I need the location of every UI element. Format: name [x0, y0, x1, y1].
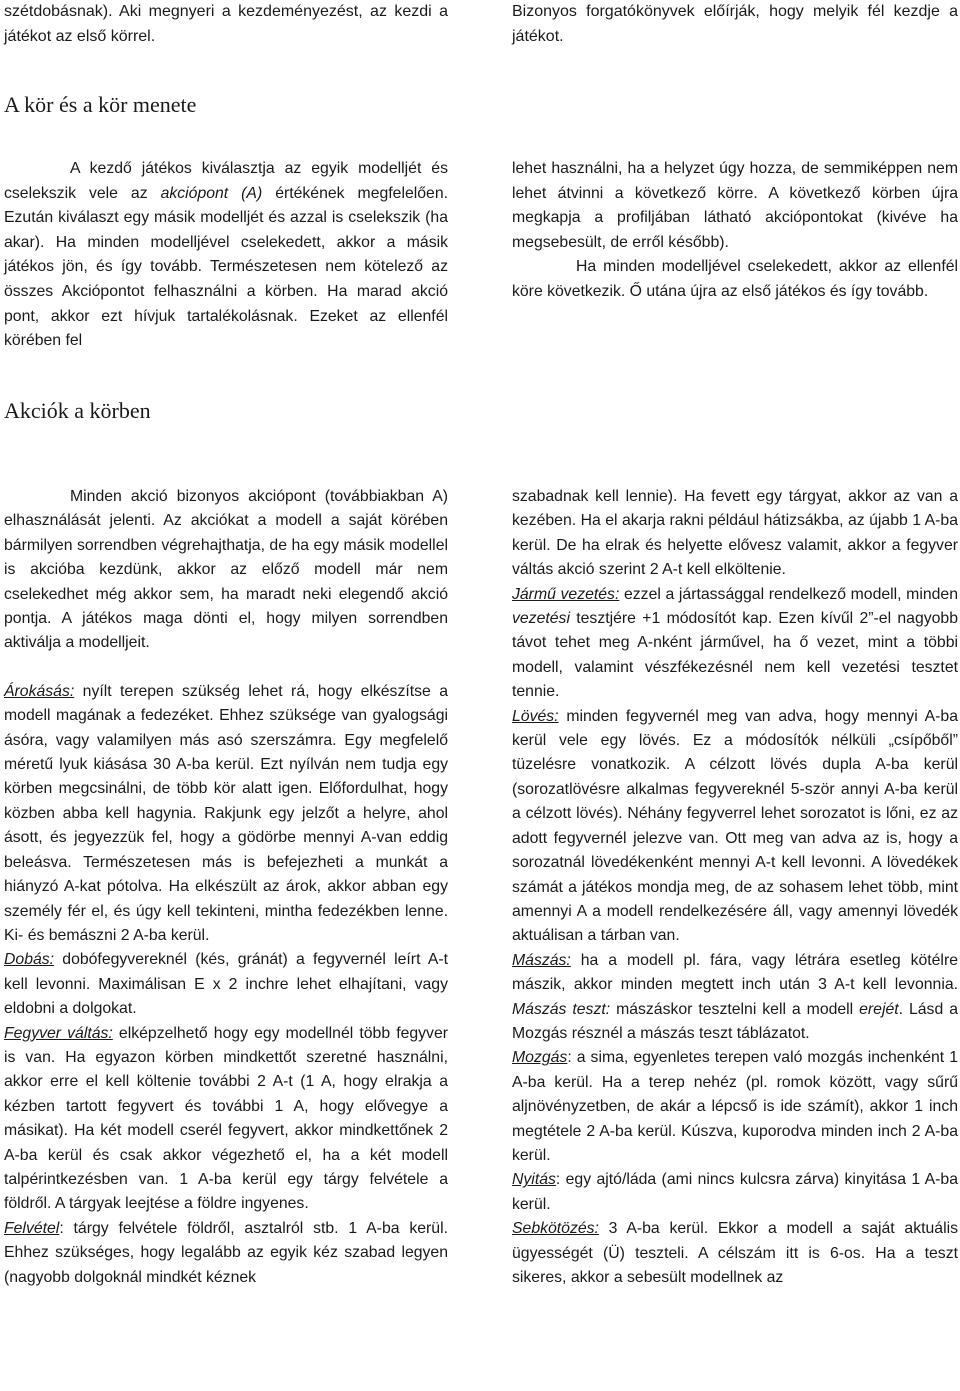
section-heading-actions: Akciók a körben [4, 398, 151, 423]
action-sebkotozes: Sebkötözés: 3 A-ba kerül. Ekkor a modell a saját aktuális ügyességét (Ü) teszteli. A célszám itt is 6-os. Ha a teszt sikeres, akkor a sebesült modellnek az [512, 1220, 958, 1286]
action-loves: Lövés: minden fegyvernél meg van adva, hogy mennyi A-ba kerül vele egy lövés. Ez a módosítók nélküli „csípőből” tüzelésre vonatkozik. A célzott lövés dupla A-ba kerül (sorozatlövésre alkalmas fegyvereknél 5-ször annyi A-ba kerül a célzott lövés). Néhány fegyverrel lehet sorozatot is lőni, ez az adott fegyvernél jelezve van. Ott meg van adva az is, hogy a sorozatnál lövedékenként mennyi A-t kell levonni. A lövedékek számát a játékos mondja meg, de az sohasem lehet több, mint amennyi A a modell rendelkezésére áll, vagy amennyi lövedék aktuálisan a tárban van. [512, 707, 958, 945]
action-mozgas: Mozgás: a sima, egyenletes terepen való mozgás inchenként 1 A-ba kerül. Ha a terep nehéz (pl. romok között, vagy sűrű aljnövényzetben, de akár a lépcső is ide számít), akkor 1 inch megtétele 2 A-ba kerül. Kúszva, kuporodva minden inch 2 A-ba kerül. [512, 1049, 958, 1164]
action-jarmu-vezetes: Jármű vezetés: ezzel a jártassággal rendelkező modell, minden vezetési tesztjére +1 módosítót kap. Ezen kívűl 2”-el nagyobb távot tehet meg A-nként járművel, ha ő vezet, mint a többi modell, valamint vészfékezésnél nem kell vezetési tesztet tennie. [512, 585, 958, 701]
action-fegyver-valtas: Fegyver váltás: elképzelhető hogy egy modellnél több fegyver is van. Ha egyazon körben mindkettőt szeretné használni, akkor erre el kell költenie további 2 A-t (1 A, hogy elrakja a kézben tartott fegyvert és további 1 A, hogy elővegye a másikat). Ha két modell cserél fegyvert, akkor mindkettőnek 2 A-ba kerül és csak akkor végezhető el, ha a két modell talpérintkezésben van. 1 A-ba kerül egy tárgy felvétele a földről. A tárgyak leejtése a földre ingyenes. [4, 1024, 448, 1213]
actions-left-column [4, 485, 448, 1290]
top-right-fragment: Bizonyos forgatókönyvek előírják, hogy melyik fél kezdje a játékot. [512, 3, 958, 45]
actions-right-column [512, 485, 958, 1290]
round-left-column [4, 157, 448, 354]
round-paragraph-3: Ha minden modelljével cselekedett, akkor az ellenfél köre következik. Ő utána újra az első játékos és így tovább. [512, 258, 958, 300]
actions-intro: Minden akció bizonyos akciópont (továbbiakban A) elhasználását jelenti. Az akciókat a modell a saját körében bármilyen sorrendben végrehajthatja, de ha egy másik modellel is akcióba kezdünk, akkor az előző modell már nem cselekedhet még akkor sem, ha maradt neki elegendő akció pontja. A játékos maga dönti el, hogy milyen sorrendben aktiválja a modelljeit. [4, 488, 448, 652]
round-paragraph-2: lehet használni, ha a helyzet úgy hozza, de semmiképpen nem lehet átvinni a következő körre. A következő körben újra megkapja a profiljában látható akciópontokat (kivéve ha megsebesült, de erről később). [512, 160, 958, 251]
action-dobas: Dobás: dobófegyvereknél (kés, gránát) a fegyvernél leírt A-t kell levonni. Maximálisan E x 2 inchre lehet elhajítani, vagy eldobni a dolgokat. [4, 951, 448, 1018]
top-left-fragment: szétdobásnak). Aki megnyeri a kezdeményezést, az kezdi a játékot az első körrel. [4, 3, 448, 45]
action-felvetel: Felvétel: tárgy felvétele földről, asztalról stb. 1 A-ba kerül. Ehhez szükséges, hogy legalább az egyik kéz szabad legyen (nagyobb dolgoknál mindkét kéznek [4, 1219, 448, 1286]
action-maszas: Mászás: ha a modell pl. fára, vagy létrára esetleg kötélre mászik, akkor minden megtett inch után 3 A-t kell levonnia. Mászás teszt: mászáskor tesztelni kell a modell erejét. Lásd a Mozgás résznél a mászás teszt táblázatot. [512, 951, 958, 1042]
action-arokasas: Árokásás: nyílt terepen szükség lehet rá, hogy elkészítse a modell magának a fedezéket. Ehhez szüksége van gyalogsági ásóra, vagy valamilyen más asó szerszámra. Egy megfelelő méretű lyuk kiásása 30 A-ba kerül. Ezt nyílván nem tudja egy körben megcsinálni, de több kör alatt igen. Előfordulhat, hogy közben abba kell hagynia. Rakjunk egy jelzőt a helyre, ahol ásott, és jegyezzük fel, hogy a gödörbe mennyi A-van eddig beleásva. Természetesen más is befejezheti a munkát a hiányzó A-kat pótolva. Ha elkészült az árok, akkor abban egy személy fér el, és úgy kell tekinteni, mintha fedezékben lenne. Ki- és bemászni 2 A-ba kerül. [4, 682, 448, 944]
action-felvetel-cont: szabadnak kell lennie). Ha fevett egy tárgyat, akkor az van a kezében. Ha el akarja rakni például hátizsákba, az újabb 1 A-ba kerül. De ha elrak és helyette elővesz valamit, akkor a fegyver váltás akció szerint 2 A-t kell elköltenie. [512, 488, 958, 579]
round-right-column [512, 157, 958, 305]
action-nyitas: Nyitás: egy ajtó/láda (ami nincs kulcsra zárva) kinyitása 1 A-ba kerül. [512, 1171, 958, 1213]
section-heading-round: A kör és a kör menete [4, 92, 197, 117]
round-paragraph-1: A kezdő játékos kiválasztja az egyik modelljét és cselekszik vele az akciópont (A) értékének megfelelően. Ezután kiválaszt egy másik modelljét és azzal is cselekszik (ha akar). Ha minden modelljével cselekedett, akkor a másik játékos jön, és így tovább. Természetesen nem kötelező az összes Akciópontot felhasználni a körben. Ha marad akció pont, akkor ezt hívjuk tartalékolásnak. Ezeket az ellenfél körében fel [4, 160, 448, 350]
